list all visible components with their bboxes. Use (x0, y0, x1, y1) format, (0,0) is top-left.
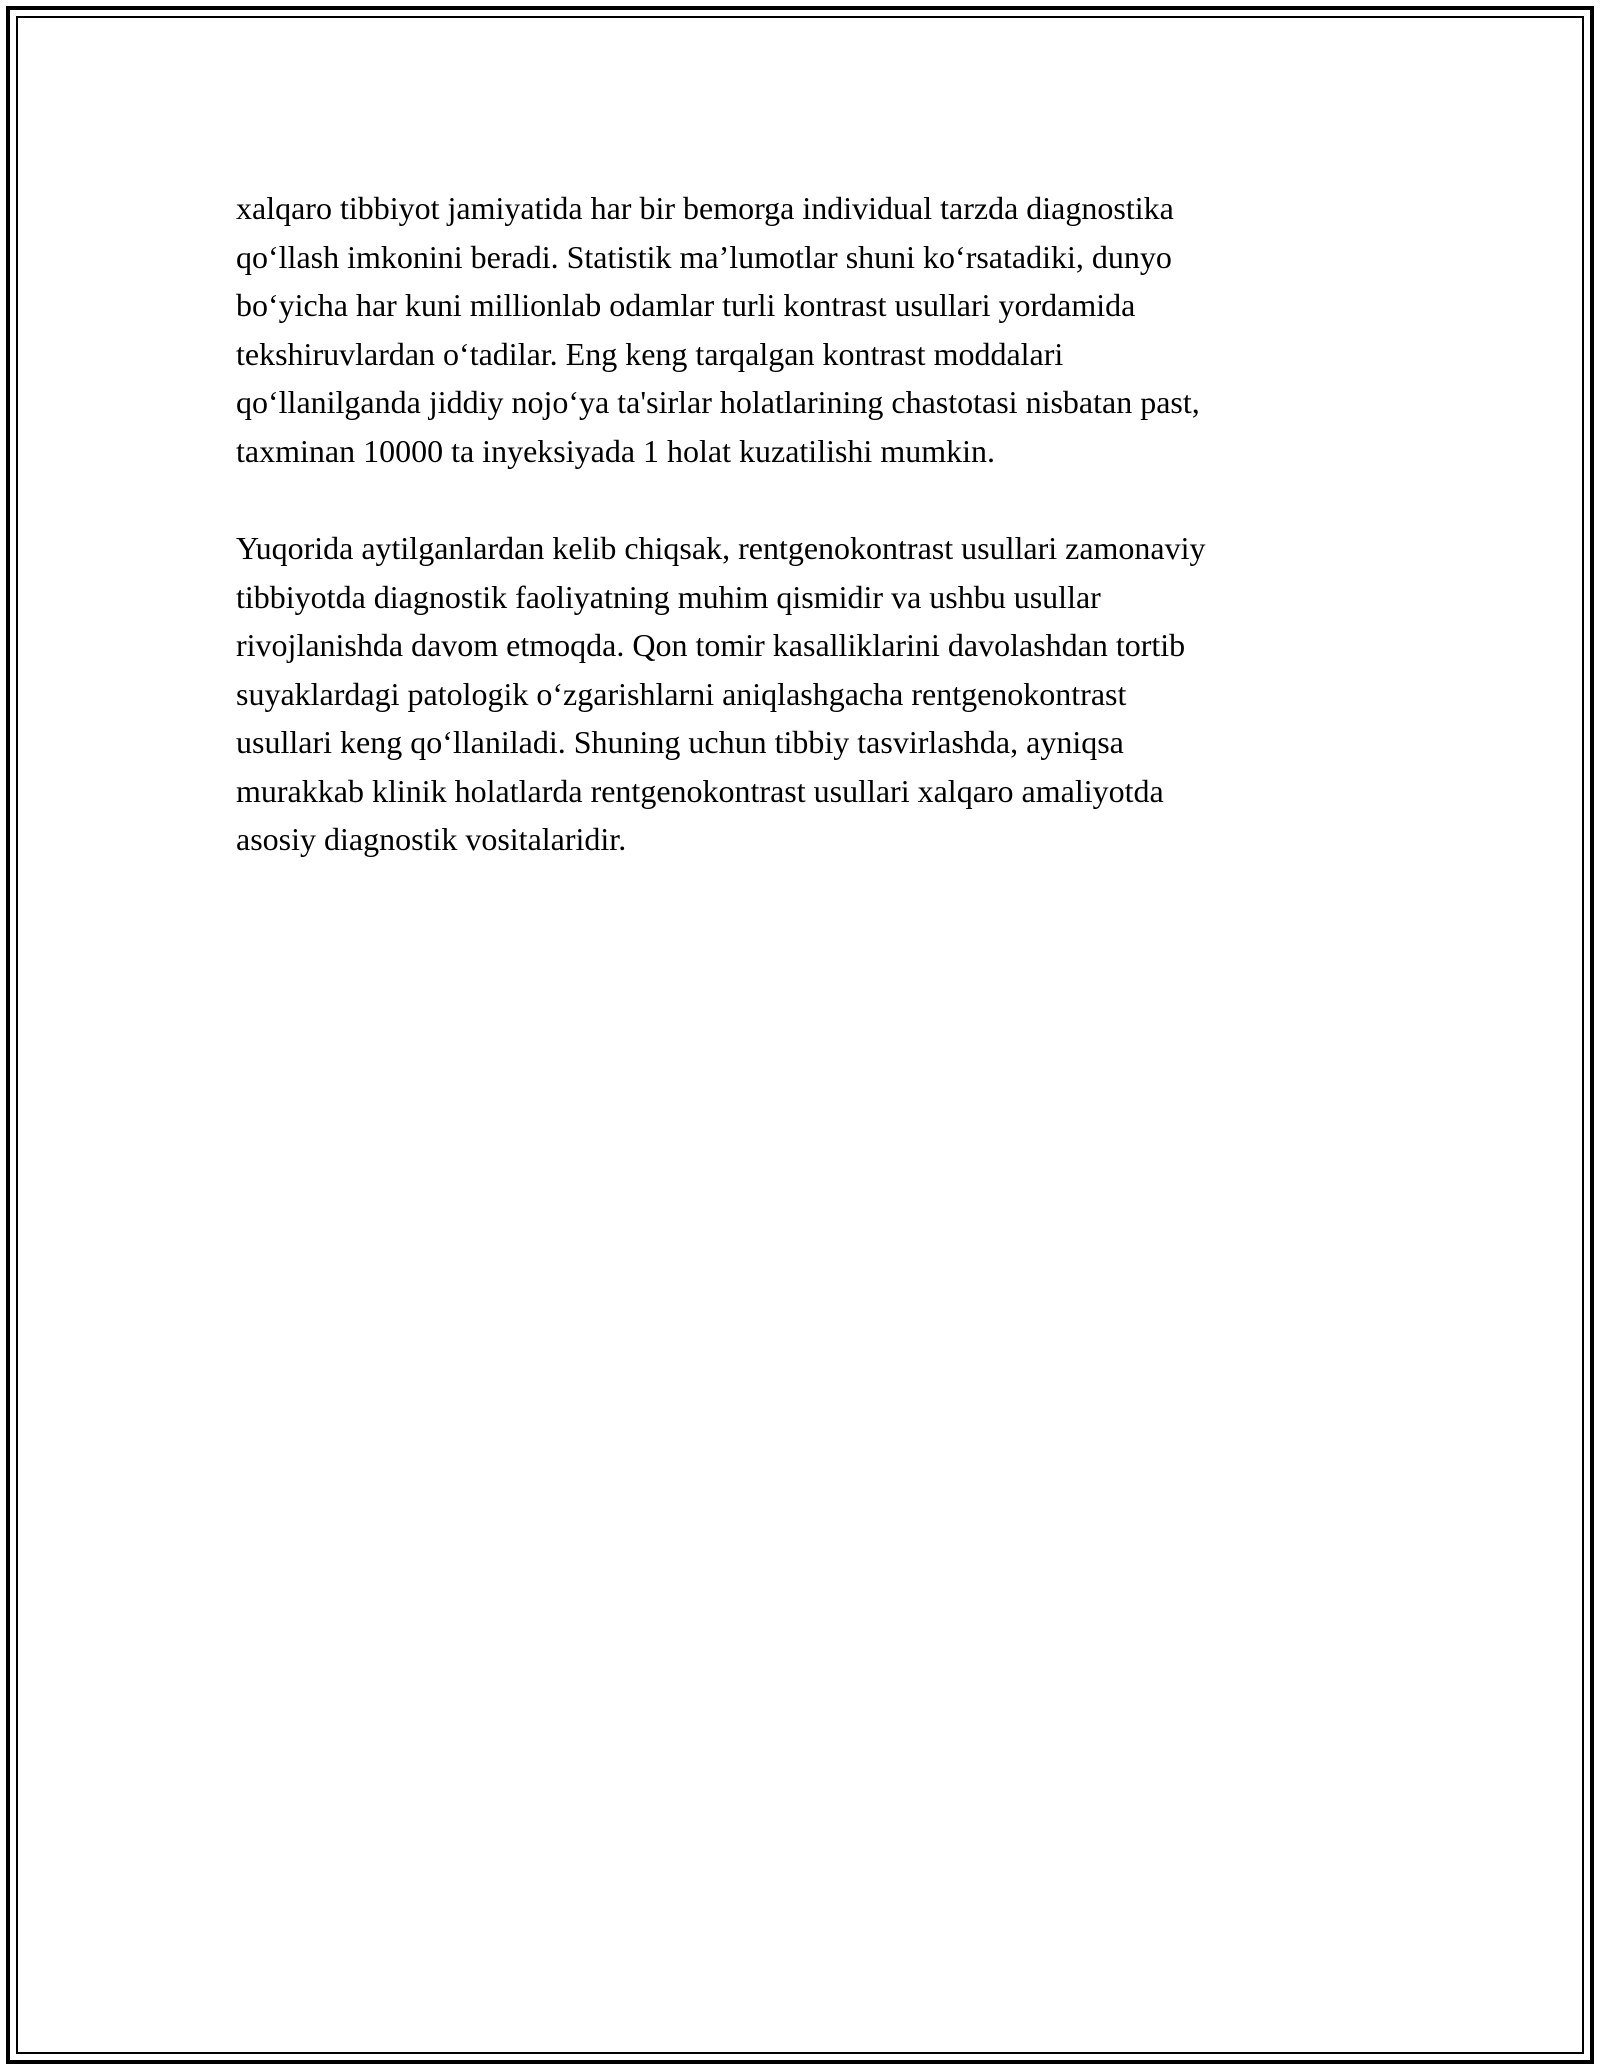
document-body (236, 184, 1376, 864)
paragraph: Yuqorida aytilganlardan kelib chiqsak, rentgenokontrast usullari zamonaviy tibbiyotda diagnostik faoliyatning muhim qismidir va ushbu usullar rivojlanishda davom etmoqda. Qon tomir kasalliklarini davolashdan tortib suyaklardagi patologik o‘zgarishlarni aniqlashgacha rentgenokontrast usullari keng qo‘llaniladi. Shuning uchun tibbiy tasvirlashda, ayniqsa murakkab klinik holatlarda rentgenokontrast usullari xalqaro amaliyotda asosiy diagnostik vositalaridir. (236, 530, 1206, 857)
paragraph: xalqaro tibbiyot jamiyatida har bir bemorga individual tarzda diagnostika qo‘llash imkonini beradi. Statistik ma’lumotlar shuni ko‘rsatadiki, dunyo bo‘yicha har kuni millionlab odamlar turli kontrast usullari yordamida tekshiruvlardan o‘tadilar. Eng keng tarqalgan kontrast moddalari qo‘llanilganda jiddiy nojo‘ya ta'sirlar holatlarining chastotasi nisbatan past, taxminan 10000 ta inyeksiyada 1 holat kuzatilishi mumkin. (236, 190, 1200, 469)
